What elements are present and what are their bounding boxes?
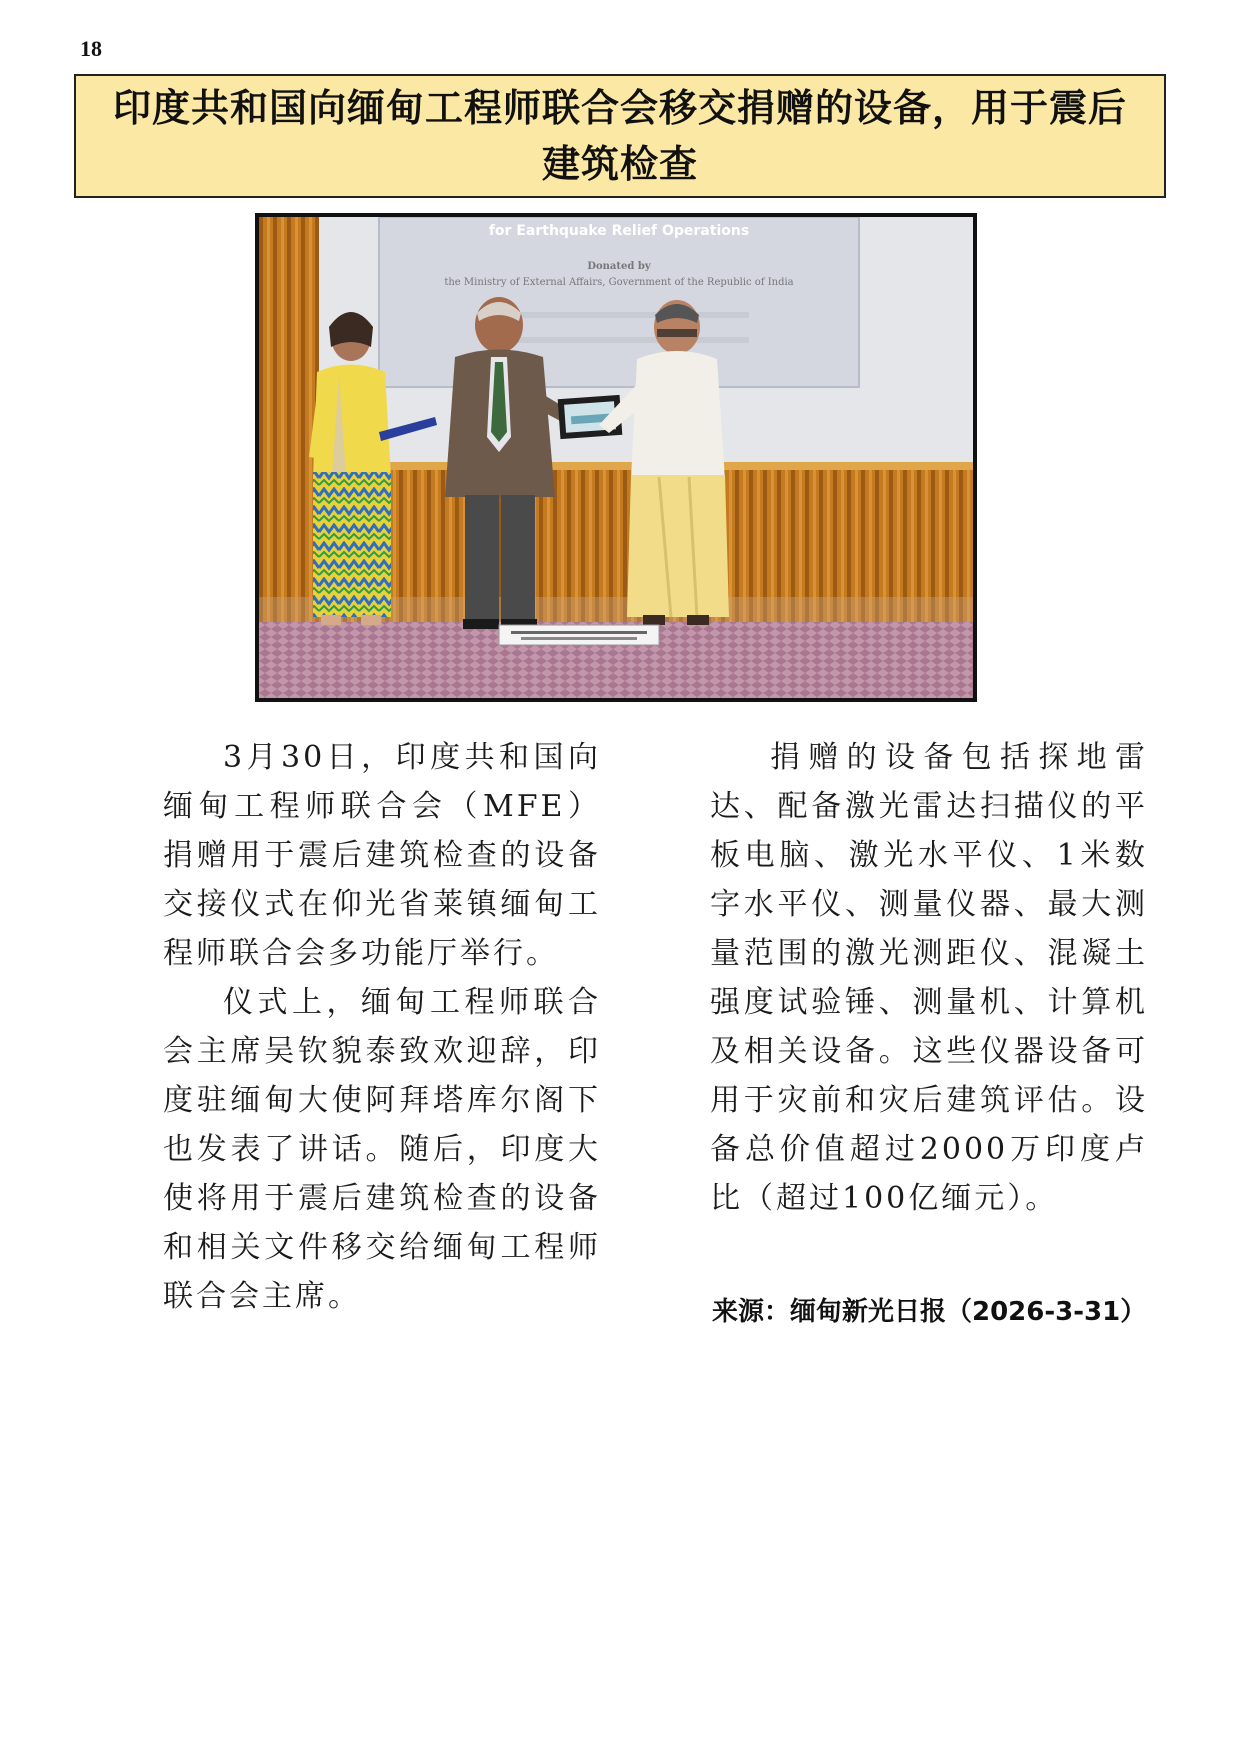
article-paragraph-3: 捐赠的设备包括探地雷达、配备激光雷达扫描仪的平板电脑、激光水平仪、1米数字水平仪、测量仪器、最大测量范围的激光测距仪、混凝土强度试验锤、测量机、计算机及相关设备。这些仪器设备可用于灾前和灾后建筑评估。设备总价值超过2000万印度卢比（超过100亿缅元）。 — [710, 740, 1148, 1216]
article-title: 印度共和国向缅甸工程师联合会移交捐赠的设备，用于震后建筑检查 — [112, 86, 1127, 186]
article-paragraph-2: 仪式上，缅甸工程师联合会主席吴钦貌泰致欢迎辞，印度驻缅甸大使阿拜塔库尔阁下也发表了讲话。随后，印度大使将用于震后建筑检查的设备和相关文件移交给缅甸工程师联合会主席。 — [163, 985, 601, 1314]
title-box — [74, 74, 1166, 198]
screen-text-3: the Ministry of External Affairs, Government of the Republic of India — [444, 277, 794, 288]
page-number: 18 — [80, 36, 102, 61]
article-photo — [255, 213, 977, 702]
article-column-right — [710, 733, 1148, 1223]
screen-text-2: Donated by — [587, 261, 651, 272]
article-column-left — [163, 733, 601, 1321]
screen-text-1: for Earthquake Relief Operations — [488, 223, 750, 239]
article-paragraph-1: 3月30日，印度共和国向缅甸工程师联合会（MFE）捐赠用于震后建筑检查的设备交接仪式在仰光省莱镇缅甸工程师联合会多功能厅举行。 — [163, 740, 601, 971]
article-source: 来源：缅甸新光日报（2026-3-31） — [712, 1297, 1147, 1327]
